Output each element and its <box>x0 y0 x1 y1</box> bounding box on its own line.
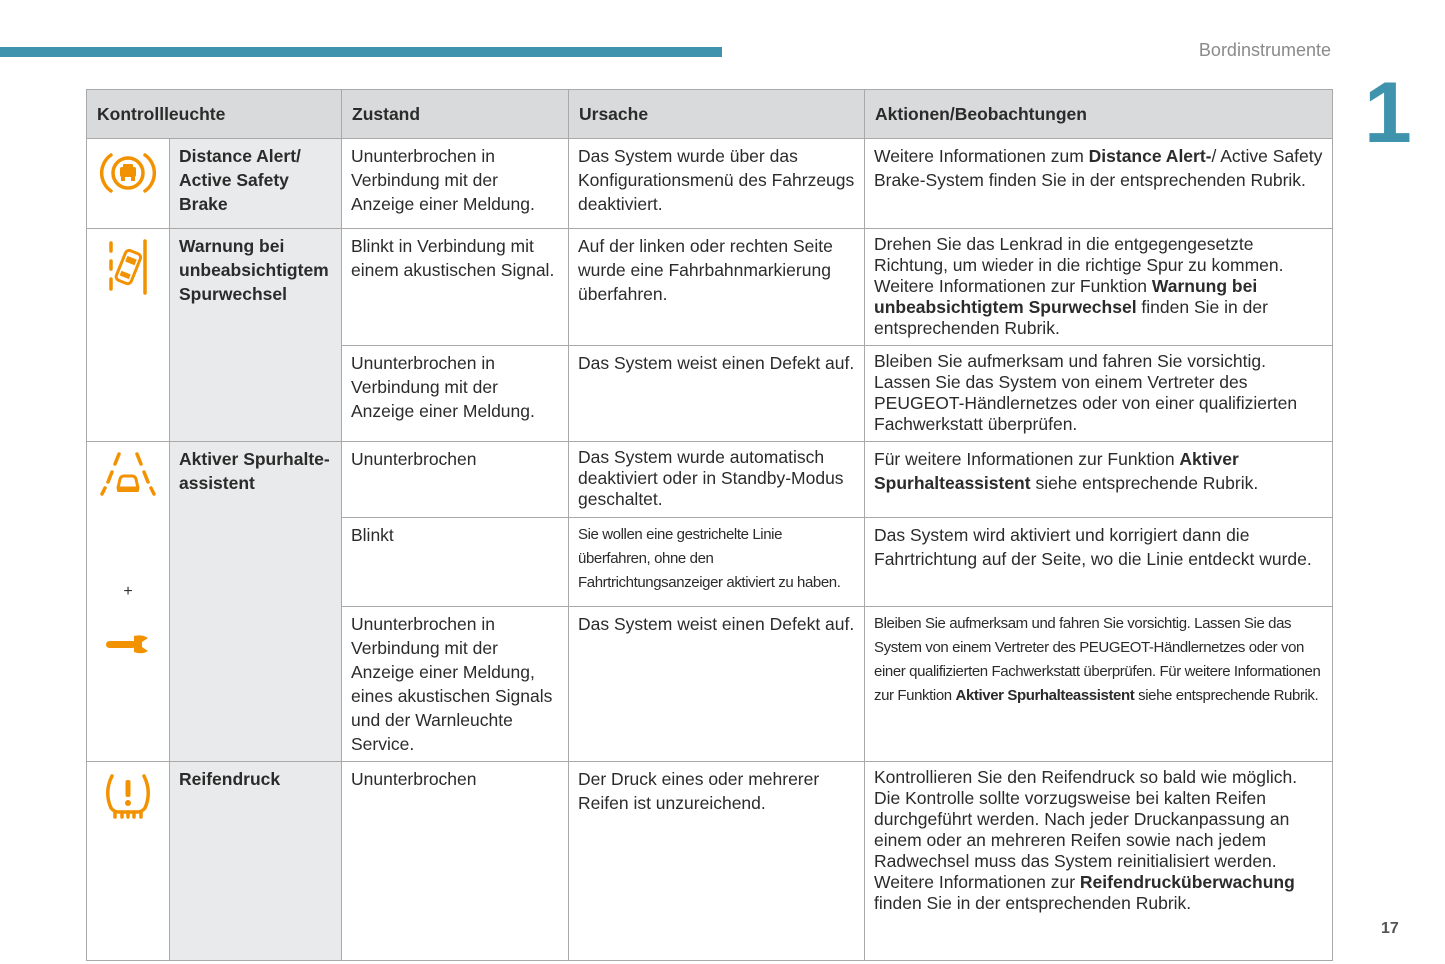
cause-cell: Das System weist einen Defekt auf. <box>569 346 865 442</box>
state-cell: Blinkt in Verbindung mit einem akustischen Signal. <box>342 229 569 346</box>
cause-cell: Das System wurde über das Konfigurationsmenü des Fahrzeugs deaktiviert. <box>569 139 865 229</box>
action-emphasis: Distance Alert- <box>1088 146 1212 166</box>
action-text: siehe entsprechende Rubrik. <box>1030 473 1259 493</box>
light-name: Aktiver Spurhalte-assistent <box>170 442 342 762</box>
action-emphasis: Reifendrucküberwachung <box>1079 872 1295 892</box>
header-kontrollleuchte: Kontrollleuchte <box>87 90 342 139</box>
table-header-row <box>87 90 1333 139</box>
state-cell: Blinkt <box>342 518 569 607</box>
action-cell <box>865 229 1333 346</box>
section-title: Bordinstrumente <box>1198 40 1331 60</box>
header-ursache: Ursache <box>569 90 865 139</box>
cause-cell: Das System weist einen Defekt auf. <box>569 607 865 762</box>
action-text: finden Sie in der entsprechenden Rubrik. <box>874 893 1192 913</box>
state-cell: Ununterbrochen in Verbindung mit der Anzeige einer Meldung. <box>342 346 569 442</box>
action-cell <box>865 762 1333 961</box>
light-name: Distance Alert/ Active Safety Brake <box>170 139 342 229</box>
lane-departure-icon <box>103 237 153 297</box>
header-aktionen: Aktionen/Beobachtungen <box>865 90 1333 139</box>
table-row <box>87 442 1333 518</box>
page-number: 17 <box>1381 920 1399 937</box>
warning-lights-table <box>86 89 1333 961</box>
table-row <box>87 229 1333 346</box>
service-wrench-icon <box>104 632 152 656</box>
state-cell: Ununterbrochen <box>342 762 569 961</box>
action-emphasis: Aktiver Spurhalteassistent <box>955 687 1135 704</box>
table-row <box>87 139 1333 229</box>
icon-cell <box>87 442 170 762</box>
icon-cell <box>87 229 170 442</box>
header-zustand: Zustand <box>342 90 569 139</box>
action-cell <box>865 139 1333 229</box>
state-cell: Ununterbrochen in Verbindung mit der Anzeige einer Meldung. <box>342 139 569 229</box>
chapter-number: 1 <box>1364 65 1412 161</box>
light-name: Warnung bei unbeabsichtigtem Spurwechsel <box>170 229 342 442</box>
action-emphasis: Aktiver Spurhalteassistent <box>874 449 1239 493</box>
action-emphasis: Warnung bei unbeabsichtigtem Spurwechsel <box>874 276 1258 317</box>
icon-cell <box>87 762 170 961</box>
action-text: siehe entsprechende Rubrik. <box>1134 687 1319 704</box>
cause-cell: Das System wurde automatisch deaktiviert oder in Standby-Modus geschaltet. <box>569 442 865 518</box>
distance-alert-icon <box>99 147 157 199</box>
action-cell <box>865 442 1333 518</box>
light-name: Reifendruck <box>170 762 342 961</box>
action-text: Weitere Informationen zum <box>874 146 1089 166</box>
lane-keeping-icon <box>100 450 156 496</box>
state-cell: Ununterbrochen in Verbindung mit der Anzeige einer Meldung, eines akustischen Signals und der Warnleuchte Service. <box>342 607 569 762</box>
action-text: Kontrollieren Sie den Reifendruck so bald wie möglich. Die Kontrolle sollte vorzugsweise bei kalten Reifen durchgeführt werden. Nach jeder Druckanpassung an einem oder an mehreren Reifen sowie nach jedem Radwechsel muss das System reinitialisiert werden. Weitere Informationen zur <box>874 767 1298 892</box>
action-text: Für weitere Informationen zur Funktion <box>874 449 1180 469</box>
action-cell <box>865 607 1333 762</box>
state-cell: Ununterbrochen <box>342 442 569 518</box>
action-text: Bleiben Sie aufmerksam und fahren Sie vorsichtig. Lassen Sie das System von einem Vertreter des PEUGEOT-Händlernetzes oder von einer qualifizierten Fachwerkstatt überprüfen. Für weitere Informationen zur Funktion <box>874 615 1321 704</box>
icon-cell <box>87 139 170 229</box>
action-cell: Das System wird aktiviert und korrigiert dann die Fahrtrichtung auf der Seite, wo die Linie entdeckt wurde. <box>865 518 1333 607</box>
tyre-pressure-icon <box>102 770 154 820</box>
plus-sign: + <box>123 583 133 600</box>
header-accent-bar <box>0 47 722 57</box>
cause-cell: Der Druck eines oder mehrerer Reifen ist unzureichend. <box>569 762 865 961</box>
action-text: / Active Safety Brake-System finden Sie in der entsprechenden Rubrik. <box>874 146 1323 190</box>
action-cell: Bleiben Sie aufmerksam und fahren Sie vorsichtig. Lassen Sie das System von einem Vertreter des PEUGEOT-Händlernetzes oder von einer qualifizierten Fachwerkstatt überprüfen. <box>865 346 1333 442</box>
table-row <box>87 762 1333 961</box>
action-text: Drehen Sie das Lenkrad in die entgegengesetzte Richtung, um wieder in die richtige Spur zu kommen. Weitere Informationen zur Funktion <box>874 234 1284 296</box>
cause-cell: Auf der linken oder rechten Seite wurde eine Fahrbahnmarkierung überfahren. <box>569 229 865 346</box>
action-text: finden Sie in der entsprechenden Rubrik. <box>874 297 1268 338</box>
cause-cell: Sie wollen eine gestrichelte Linie überfahren, ohne den Fahrtrichtungsanzeiger aktiviert zu haben. <box>569 518 865 607</box>
